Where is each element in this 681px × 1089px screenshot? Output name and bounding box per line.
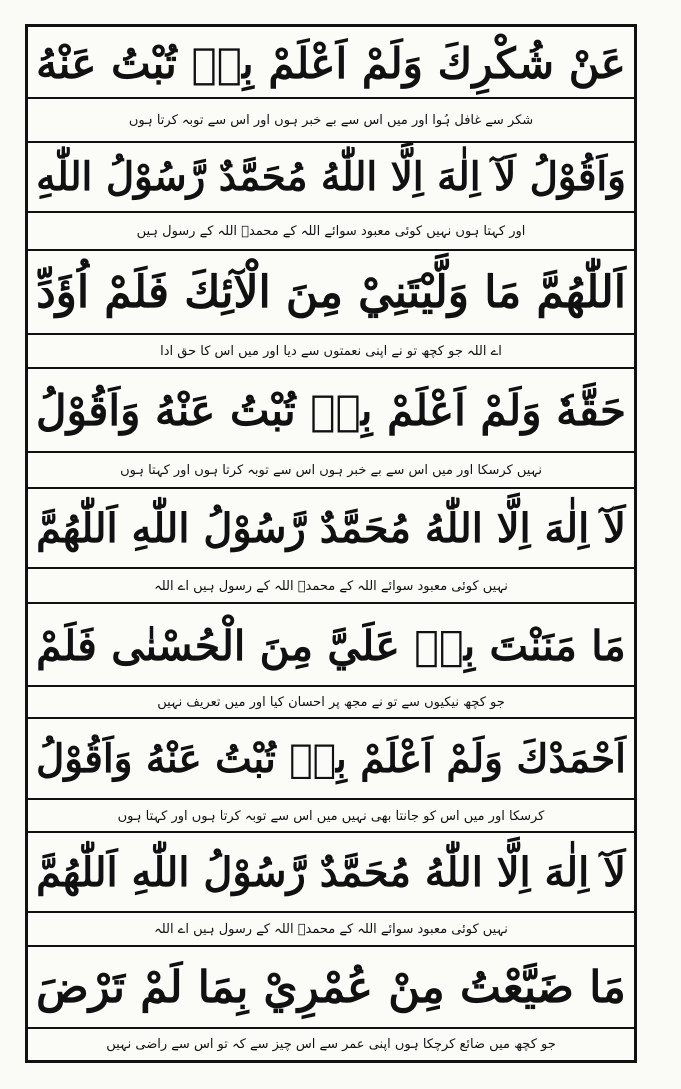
urdu-line-3: اے اللہ جو کچھ تو نے اپنی نعمتوں سے دیا اور میں اس کا حق ادا (28, 335, 634, 369)
urdu-line-1: شکر سے غافل ہُوا اور میں اس سے بے خبر ہوں اور اس سے توبہ کرتا ہوں (28, 99, 634, 143)
arabic-line-9: مَا ضَيَّعْتُ مِنْ عُمْرِيْ بِمَا لَمْ تَرْضَ (28, 947, 634, 1029)
text-frame (25, 24, 637, 1063)
urdu-line-6: جو کچھ نیکیوں سے تو نے مجھ پر احسان کیا اور میں تعریف نہیں (28, 687, 634, 719)
arabic-line-5: لَآ اِلٰهَ اِلَّا اللّٰهُ مُحَمَّدٌ رَّسُوْلُ اللّٰهِ اَللّٰهُمَّ (28, 489, 634, 569)
urdu-line-7: کرسکا اور میں اس کو جانتا بھی نہیں میں اس سے توبہ کرتا ہوں اور کہتا ہوں (28, 800, 634, 833)
arabic-line-8: لَآ اِلٰهَ اِلَّا اللّٰهُ مُحَمَّدٌ رَّسُوْلُ اللّٰهِ اَللّٰهُمَّ (28, 833, 634, 913)
arabic-line-6: مَا مَنَنْتَ بِهٖ عَلَيَّ مِنَ الْحُسْنٰى فَلَمْ (28, 604, 634, 687)
urdu-line-4: نہیں کرسکا اور میں اس سے بے خبر ہوں اس سے توبہ کرتا ہوں اور کہتا ہوں (28, 453, 634, 489)
arabic-line-7: اَحْمَدْكَ وَلَمْ اَعْلَمْ بِهٖ تُبْتُ عَنْهُ وَاَقُوْلُ (28, 719, 634, 800)
urdu-line-5: نہیں کوئی معبود سوائے اللہ کے محمدؐ اللہ کے رسول ہیں اے اللہ (28, 569, 634, 604)
arabic-line-2: وَاَقُوْلُ لَآ اِلٰهَ اِلَّا اللّٰهُ مُحَمَّدٌ رَّسُوْلُ اللّٰهِ (28, 143, 634, 213)
arabic-line-1: عَنْ شُكْرِكَ وَلَمْ اَعْلَمْ بِهٖ تُبْتُ عَنْهُ (28, 27, 634, 99)
arabic-line-4: حَقَّهٗ وَلَمْ اَعْلَمْ بِهٖ تُبْتُ عَنْهُ وَاَقُوْلُ (28, 369, 634, 453)
arabic-line-3: اَللّٰهُمَّ مَا وَلَّيْتَنِيْ مِنَ الْآئِكَ فَلَمْ اُؤَدِّ (28, 251, 634, 335)
urdu-line-2: اور کہتا ہوں نہیں کوئی معبود سوائے اللہ کے محمدؐ اللہ کے رسول ہیں (28, 213, 634, 251)
urdu-line-9: جو کچھ میں ضائع کرچکا ہوں اپنی عمر سے اس چیز سے کہ تو اس سے راضی نہیں (106, 1037, 556, 1052)
urdu-line-8: نہیں کوئی معبود سوائے اللہ کے محمدؐ اللہ کے رسول ہیں اے اللہ (28, 913, 634, 947)
